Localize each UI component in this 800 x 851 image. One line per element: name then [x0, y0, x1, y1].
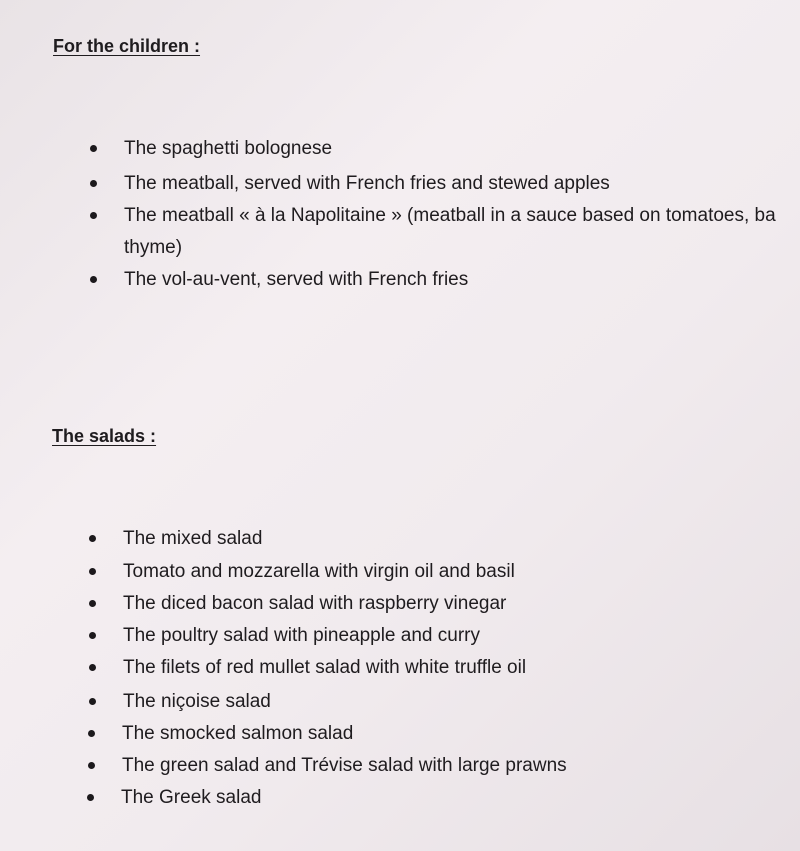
bullet-icon — [88, 730, 95, 737]
menu-item-text: The vol-au-vent, served with French fries — [124, 269, 469, 290]
bullet-icon — [89, 535, 96, 542]
bullet-icon — [89, 664, 96, 671]
list-item — [123, 556, 515, 588]
menu-item-text: The mixed salad — [123, 528, 263, 549]
list-item — [123, 523, 262, 555]
bullet-icon — [87, 794, 94, 801]
list-item — [123, 588, 506, 620]
bullet-icon — [90, 145, 97, 152]
menu-item-continuation: thyme) — [124, 237, 183, 258]
salads-heading: The salads : — [52, 426, 157, 446]
menu-item-text: The smocked salmon salad — [122, 723, 354, 744]
bullet-icon — [90, 180, 97, 187]
bullet-icon — [90, 276, 97, 283]
menu-item-text: The green salad and Trévise salad with large prawns — [122, 755, 567, 776]
menu-item-text: The meatball, served with French fries and stewed apples — [124, 173, 610, 194]
bullet-icon — [89, 568, 96, 575]
menu-item-text: The meatball « à la Napolitaine » (meatball in a sauce based on tomatoes, ba — [124, 205, 776, 226]
list-item — [124, 264, 468, 296]
menu-item-text: The Greek salad — [121, 787, 262, 808]
menu-item-text: The niçoise salad — [123, 691, 271, 712]
list-item — [123, 686, 271, 718]
list-item — [123, 652, 526, 684]
bullet-icon — [88, 762, 95, 769]
bullet-icon — [89, 698, 96, 705]
menu-item-text: Tomato and mozzarella with virgin oil and basil — [123, 561, 515, 582]
list-item — [123, 620, 480, 652]
menu-item-text: The spaghetti bolognese — [124, 138, 333, 159]
bullet-icon — [89, 600, 96, 607]
list-item — [122, 750, 567, 782]
bullet-icon — [90, 212, 97, 219]
list-item — [124, 200, 776, 264]
menu-item-text: The poultry salad with pineapple and curry — [123, 625, 480, 646]
children-heading: For the children : — [53, 36, 201, 56]
bullet-icon — [89, 632, 96, 639]
list-item — [122, 718, 353, 750]
list-item — [124, 168, 610, 200]
list-item — [124, 133, 332, 165]
menu-item-text: The filets of red mullet salad with white truffle oil — [123, 657, 527, 678]
list-item — [121, 782, 261, 814]
menu-item-text: The diced bacon salad with raspberry vinegar — [123, 593, 507, 614]
